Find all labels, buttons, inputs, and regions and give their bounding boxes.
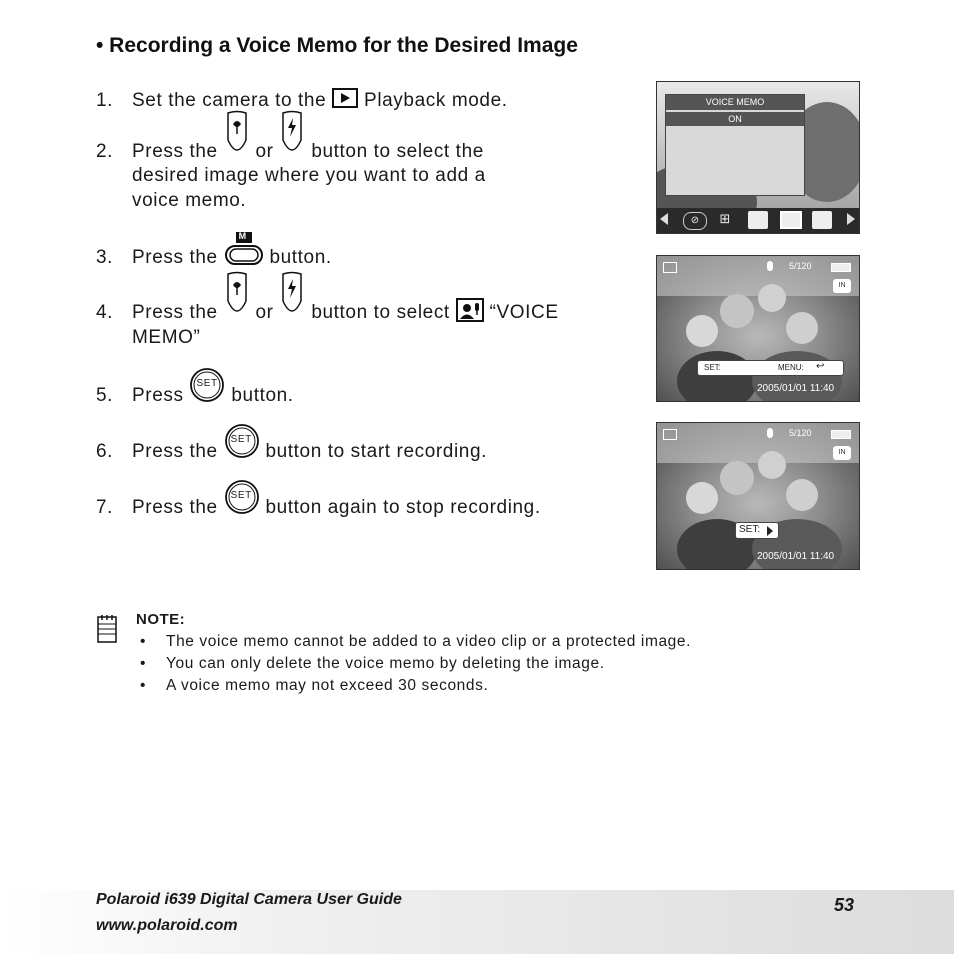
up-macro-button-icon (224, 110, 250, 166)
set-button-icon (224, 479, 260, 521)
family-photo (657, 256, 859, 401)
step-2-line-3: voice memo. (132, 190, 247, 211)
step-text: button to start recording. (265, 441, 488, 463)
step-2 (96, 138, 484, 166)
note-title: NOTE: (136, 611, 186, 628)
tab-rotate-icon[interactable] (812, 211, 832, 229)
internal-memory-badge: IN (833, 279, 851, 293)
note-bullet-text: You can only delete the voice memo by deleting the image. (166, 655, 605, 672)
step-7 (96, 490, 541, 521)
microphone-icon (767, 428, 773, 438)
footer-url[interactable]: www.polaroid.com (96, 917, 238, 934)
voice-memo-icon (456, 298, 484, 328)
date-time: 2005/01/01 11:40 (757, 383, 835, 394)
step-number: 7. (96, 497, 114, 519)
set-button-icon (224, 423, 260, 465)
set-label[interactable]: SET: (704, 363, 721, 372)
battery-icon (831, 430, 851, 439)
step-text: Press the (132, 497, 218, 519)
set-key-label: SET (230, 434, 252, 445)
right-arrow-icon[interactable] (847, 213, 855, 225)
down-flash-button-icon (279, 110, 305, 166)
step-6 (96, 434, 488, 465)
step-text: or (255, 302, 274, 324)
tab-dpof-icon[interactable]: ⊞ (719, 211, 731, 226)
step-text: button again to stop recording. (265, 497, 541, 519)
image-counter: 5/120 (789, 261, 812, 271)
playback-icon (332, 88, 358, 114)
lcd-screen-recording (656, 422, 860, 570)
step-text: Press (132, 385, 184, 407)
step-number: 2. (96, 141, 114, 163)
menu-tab-bar (657, 208, 859, 233)
set-key-label: SET (196, 378, 218, 389)
voice-memo-menu-panel (665, 94, 805, 196)
footer-guide-title: Polaroid i639 Digital Camera User Guide (96, 891, 402, 908)
down-flash-button-icon (279, 271, 305, 327)
menu-title: VOICE MEMO (666, 95, 804, 110)
note-icon (96, 614, 118, 649)
set-label: SET: (739, 524, 761, 535)
menu-option-on[interactable]: ON (666, 112, 804, 126)
step-text: or (255, 141, 274, 163)
step-4 (96, 298, 559, 328)
step-text: button. (231, 385, 294, 407)
step-number: 5. (96, 385, 114, 407)
note-bullet-text: The voice memo cannot be added to a video clip or a protected image. (166, 633, 692, 650)
step-5 (96, 378, 294, 409)
step-number: 6. (96, 441, 114, 463)
step-text: Set the camera to the (132, 90, 327, 112)
tab-protect-icon[interactable]: ⊘ (683, 212, 707, 230)
step-3 (96, 231, 332, 274)
menu-button-icon (224, 232, 264, 274)
set-play-prompt[interactable] (735, 522, 779, 539)
step-text: Press the (132, 302, 218, 324)
playback-mode-icon (663, 429, 677, 440)
note-bullet: • You can only delete the voice memo by deleting the image. (140, 655, 605, 672)
step-text: button to select (311, 302, 450, 324)
left-arrow-icon[interactable] (660, 213, 668, 225)
play-arrow-icon (767, 526, 773, 536)
step-text: Press the (132, 141, 218, 163)
family-photo (657, 423, 859, 569)
date-time: 2005/01/01 11:40 (757, 551, 835, 562)
step-number: 4. (96, 302, 114, 324)
set-button-icon (189, 367, 225, 409)
step-2-line-2: desired image where you want to add a (132, 165, 486, 186)
step-number: 1. (96, 90, 114, 112)
note-bullet: • A voice memo may not exceed 30 seconds. (140, 677, 489, 694)
step-text: Playback mode. (364, 90, 508, 112)
page-number: 53 (834, 895, 855, 915)
menu-label[interactable]: MENU: (778, 363, 804, 372)
microphone-icon (767, 261, 773, 271)
tab-resize-icon[interactable] (748, 211, 768, 229)
step-text: button to select the (311, 141, 484, 163)
note-bullet: • The voice memo cannot be added to a video clip or a protected image. (140, 633, 692, 650)
menu-key-letter: M (238, 231, 247, 241)
step-4-line-2: MEMO” (132, 327, 201, 348)
step-text: “VOICE (489, 302, 559, 324)
internal-memory-badge: IN (833, 446, 851, 460)
up-macro-button-icon (224, 271, 250, 327)
battery-icon (831, 263, 851, 272)
step-text: button. (269, 247, 332, 269)
step-text: Press the (132, 247, 218, 269)
tab-voice-memo-icon[interactable] (780, 211, 802, 229)
playback-mode-icon (663, 262, 677, 273)
page-title: • Recording a Voice Memo for the Desired Image (96, 34, 578, 57)
image-counter: 5/120 (789, 428, 812, 438)
record-prompt-bar (697, 360, 844, 376)
lcd-screen-record-prompt (656, 255, 860, 402)
lcd-screen-voice-memo-menu (656, 81, 860, 234)
step-text: Press the (132, 441, 218, 463)
return-arrow-icon: ↩ (816, 361, 825, 372)
set-key-label: SET (230, 490, 252, 501)
note-bullet-text: A voice memo may not exceed 30 seconds. (166, 677, 489, 694)
step-number: 3. (96, 247, 114, 269)
